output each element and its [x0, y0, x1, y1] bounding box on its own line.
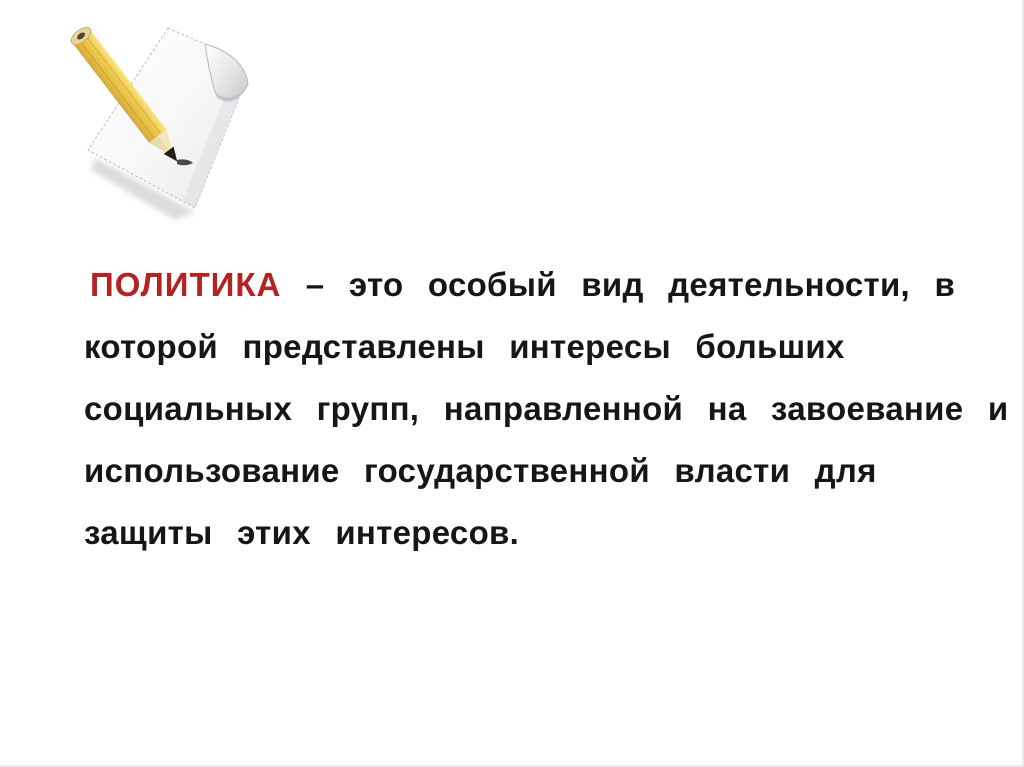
definition-text: [84, 254, 1009, 564]
definition-line-5: защиты этих интересов.: [84, 514, 520, 551]
definition-line-2: которой представлены интересы больших: [84, 328, 845, 365]
pencil-and-paper-icon: [55, 20, 267, 224]
definition-line-1-rest: – это особый вид деятельности, в: [305, 266, 956, 303]
definition-line-4: использование государственной власти для: [84, 452, 877, 489]
definition-line-1: [84, 254, 984, 316]
pencil-paper-clipart: [55, 20, 267, 224]
term-politika: ПОЛИТИКА: [90, 266, 282, 303]
definition-line-3: социальных групп, направленной на завоевание и: [84, 390, 1009, 427]
